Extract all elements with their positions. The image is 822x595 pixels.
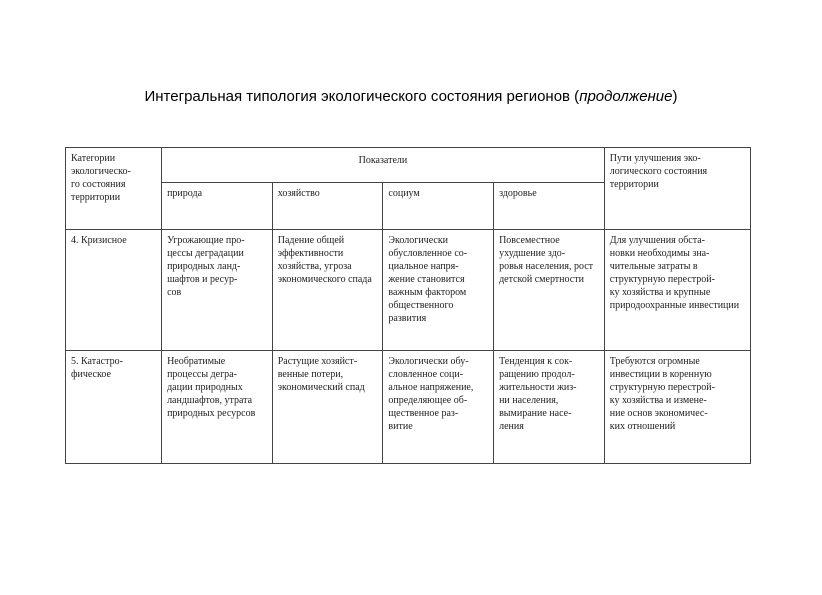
cell-ways: Для улучшения обста- новки необходимы зна- чительные затраты в структурную перестрой- ку хозяйства и крупные природоохранные инвестиции [604, 230, 750, 351]
cell-economy: Растущие хозяйст- венные потери, экономический спад [272, 351, 383, 464]
header-category: Категории экологическо- го состояния территории [66, 148, 162, 230]
cell-nature: Угрожающие про- цессы деградации природных ланд- шафтов и ресур- сов [162, 230, 273, 351]
table-header-row [66, 148, 751, 183]
cell-ways: Требуются огромные инвестиции в коренную структурную перестрой- ку хозяйства и измене- ние основ экономичес- ких отношений [604, 351, 750, 464]
header-indicators: Показатели [162, 148, 605, 183]
title-italic: продолжение [579, 88, 673, 105]
subheader-society: социум [383, 183, 494, 230]
subheader-economy: хозяйство [272, 183, 383, 230]
cell-health: Тенденция к сок- ращению продол- жительности жиз- ни населения, вымирание насе- ления [494, 351, 605, 464]
subheader-nature: природа [162, 183, 273, 230]
cell-economy: Падение общей эффективности хозяйства, угроза экономического спада [272, 230, 383, 351]
table-row [66, 351, 751, 464]
cell-nature: Необратимые процессы дегра- дации природных ландшафтов, утрата природных ресурсов [162, 351, 273, 464]
cell-society: Экологически обу- словленное соци- альное напряжение, определяющее об- щественное раз- витие [383, 351, 494, 464]
table-row [66, 230, 751, 351]
typology-table [65, 147, 751, 464]
cell-society: Экологически обусловленное со- циальное напря- жение становится важным фактором общественного развития [383, 230, 494, 351]
cell-category: 5. Катастро- фическое [66, 351, 162, 464]
cell-health: Повсеместное ухудшение здо- ровья населения, рост детской смертности [494, 230, 605, 351]
subheader-health: здоровье [494, 183, 605, 230]
title-main: Интегральная типология экологического состояния регионов ( [144, 88, 580, 105]
title-close: ) [672, 88, 678, 105]
cell-category: 4. Кризисное [66, 230, 162, 351]
page-title [0, 88, 822, 105]
header-ways: Пути улучшения эко- логического состояния территории [604, 148, 750, 230]
